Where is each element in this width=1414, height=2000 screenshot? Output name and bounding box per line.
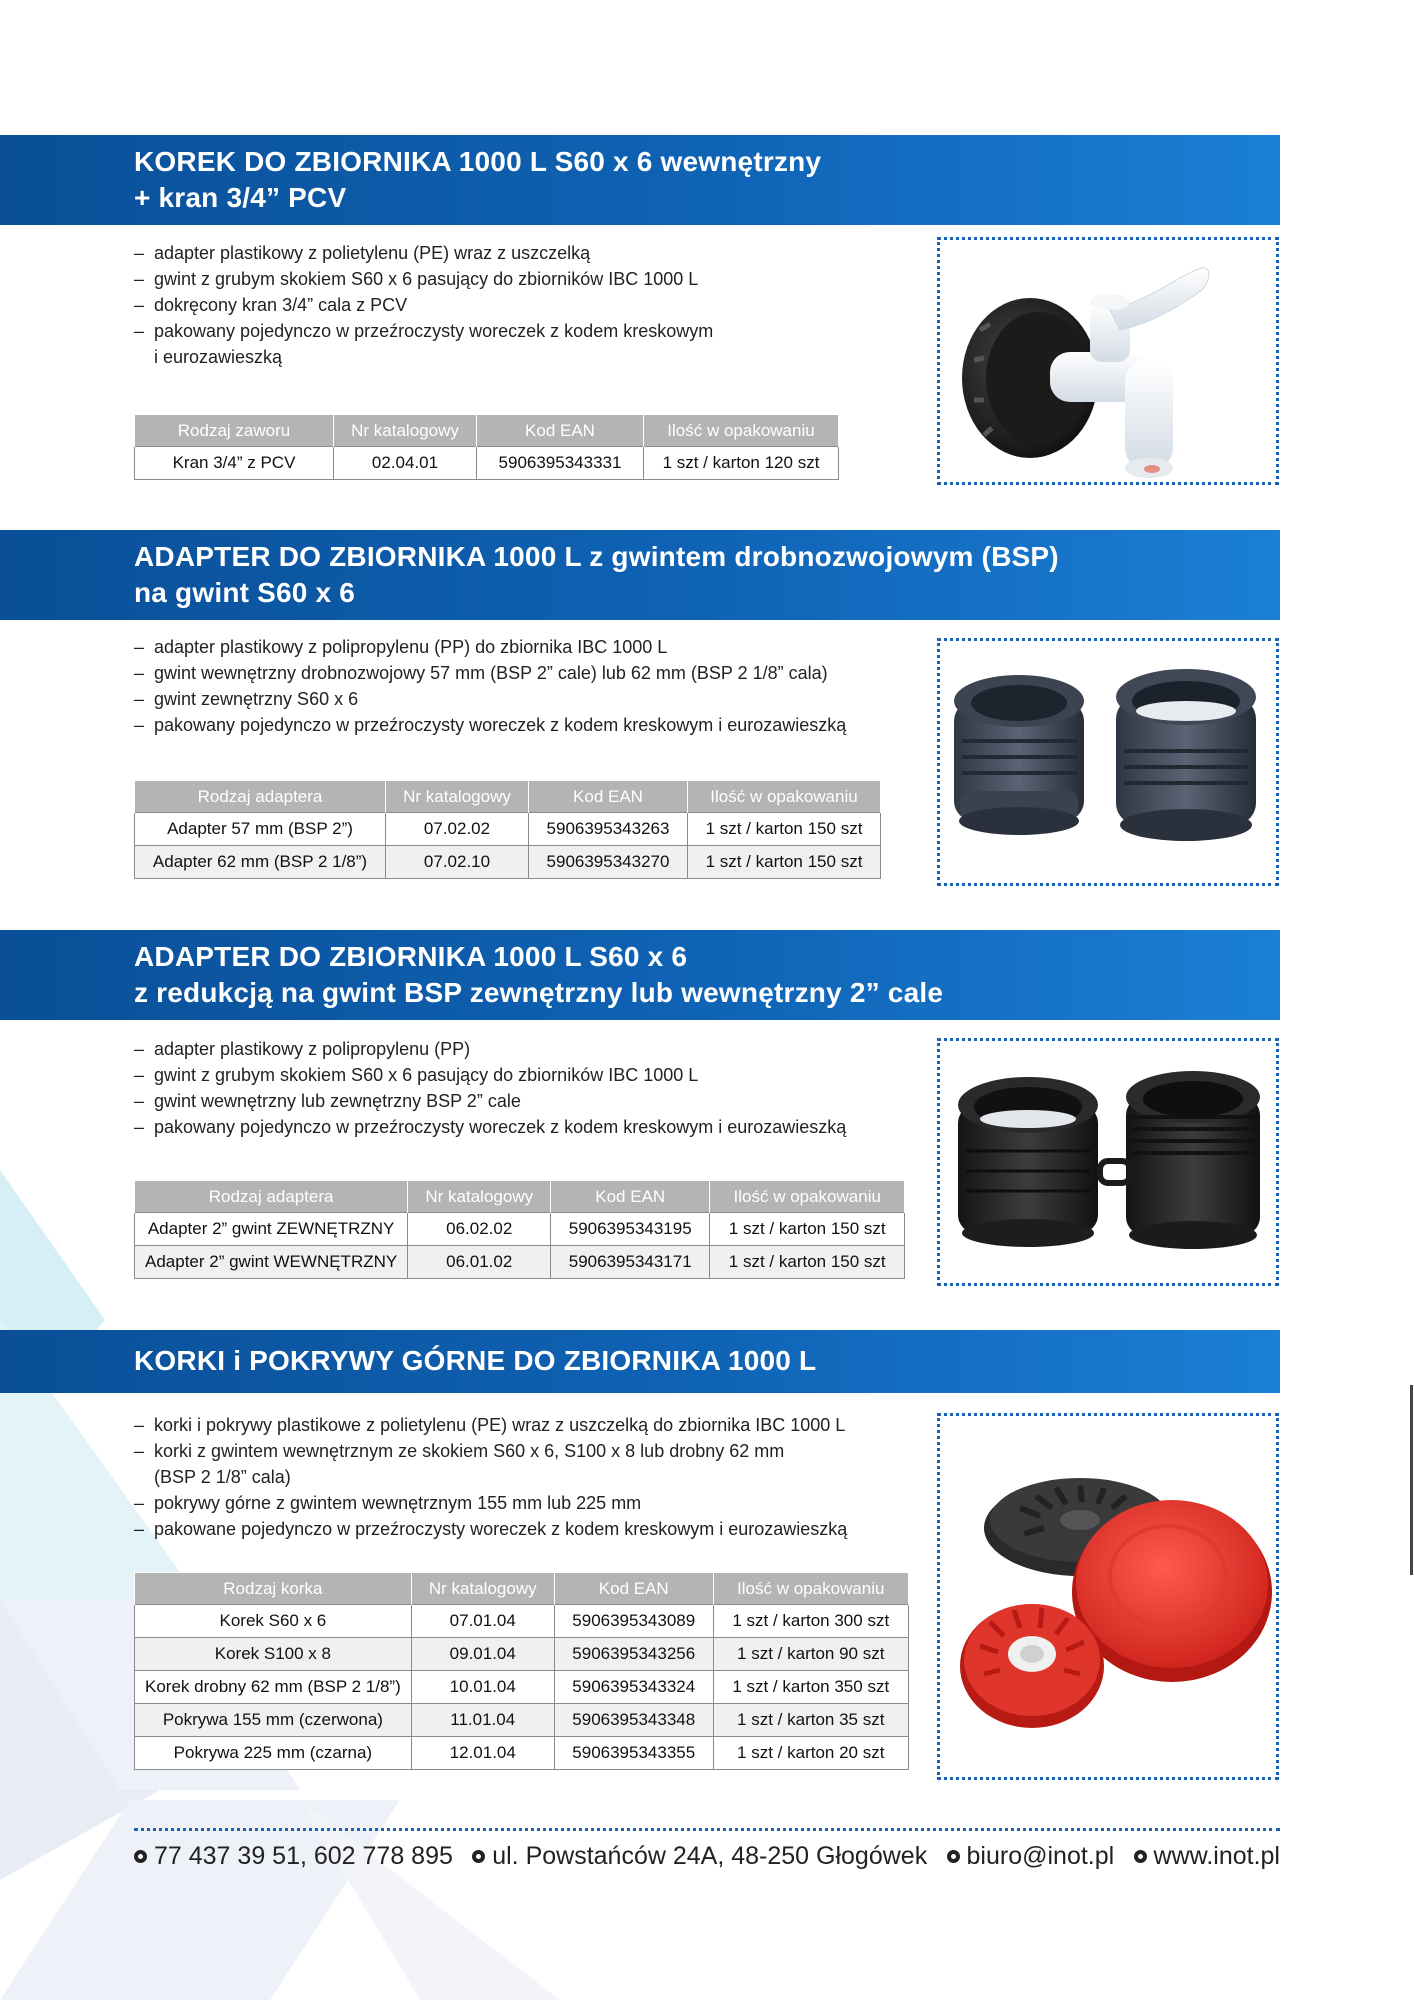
table-header: Ilość w opakowaniu: [713, 1573, 908, 1605]
list-item: – gwint zewnętrzny S60 x 6: [134, 686, 846, 712]
footer-email[interactable]: [947, 1842, 1115, 1871]
footer-address-text: ul. Powstańców 24A, 48-250 Głogówek: [492, 1841, 928, 1870]
section-1-banner: [0, 135, 1280, 225]
table-cell: 5906395343195: [551, 1213, 710, 1246]
list-item: – gwint z grubym skokiem S60 x 6 pasujący do zbiorników IBC 1000 L: [134, 1062, 846, 1088]
footer-divider: [134, 1828, 1280, 1831]
section-2-banner: [0, 530, 1280, 620]
table-cell: 06.01.02: [408, 1246, 551, 1279]
section-2-title-line2: na gwint S60 x 6: [134, 577, 356, 608]
list-item: – korki z gwintem wewnętrznym ze skokiem S60 x 6, S100 x 8 lub drobny 62 mm: [134, 1438, 847, 1464]
section-1-photo: [937, 237, 1279, 485]
footer-phone-text: 77 437 39 51, 602 778 895: [154, 1841, 453, 1870]
table-cell: 09.01.04: [411, 1638, 554, 1671]
section-3-bullets: [134, 1036, 846, 1140]
list-item: – adapter plastikowy z polietylenu (PE) wraz z uszczelką: [134, 240, 713, 266]
table-row: [135, 1213, 905, 1246]
table-header: Kod EAN: [554, 1573, 713, 1605]
table-cell: 1 szt / karton 150 szt: [688, 846, 881, 879]
table-cell: 02.04.01: [334, 447, 477, 480]
table-row: [135, 447, 839, 480]
table-row: [135, 1246, 905, 1279]
footer: [134, 1836, 1280, 1876]
table-header: Kod EAN: [477, 415, 644, 447]
list-item: – adapter plastikowy z polipropylenu (PP) do zbiornika IBC 1000 L: [134, 634, 846, 660]
table-cell: Pokrywa 225 mm (czarna): [135, 1737, 412, 1770]
table-cell: 1 szt / karton 350 szt: [713, 1671, 908, 1704]
footer-address: [472, 1842, 927, 1871]
list-item: – gwint z grubym skokiem S60 x 6 pasujący do zbiorników IBC 1000 L: [134, 266, 713, 292]
mail-icon: [947, 1850, 960, 1863]
table-cell: Kran 3/4” z PCV: [135, 447, 334, 480]
footer-website-text[interactable]: www.inot.pl: [1153, 1841, 1280, 1870]
section-4-bullets: [134, 1412, 847, 1542]
footer-email-text[interactable]: biuro@inot.pl: [966, 1841, 1115, 1870]
table-header: Rodzaj zaworu: [135, 415, 334, 447]
section-4-banner: [0, 1330, 1280, 1393]
table-cell: 12.01.04: [411, 1737, 554, 1770]
table-header: Rodzaj adaptera: [135, 781, 386, 813]
list-item: – korki i pokrywy plastikowe z polietylenu (PE) wraz z uszczelką do zbiornika IBC 1000 L: [134, 1412, 847, 1438]
table-header: Nr katalogowy: [408, 1181, 551, 1213]
location-pin-icon: [472, 1850, 485, 1863]
table-cell: 1 szt / karton 300 szt: [713, 1605, 908, 1638]
list-item: – dokręcony kran 3/4” cala z PCV: [134, 292, 713, 318]
table-header: Rodzaj korka: [135, 1573, 412, 1605]
section-3-table: [134, 1180, 905, 1279]
globe-icon: [1134, 1850, 1147, 1863]
table-header: Kod EAN: [551, 1181, 710, 1213]
table-row: [135, 1605, 909, 1638]
table-header: Nr katalogowy: [411, 1573, 554, 1605]
table-cell: 5906395343270: [529, 846, 688, 879]
white-tap-with-black-adapter-photo: [940, 240, 1276, 482]
table-cell: 07.01.04: [411, 1605, 554, 1638]
section-2-table: [134, 780, 881, 879]
table-header: Kod EAN: [529, 781, 688, 813]
list-item-continuation: (BSP 2 1/8” cala): [154, 1467, 291, 1487]
section-4-title-line1: KORKI i POKRYWY GÓRNE DO ZBIORNIKA 1000 L: [134, 1345, 817, 1376]
footer-website[interactable]: [1134, 1842, 1280, 1871]
table-cell: 5906395343089: [554, 1605, 713, 1638]
table-row: [135, 813, 881, 846]
table-header: Ilość w opakowaniu: [688, 781, 881, 813]
table-cell: 06.02.02: [408, 1213, 551, 1246]
table-header: Ilość w opakowaniu: [710, 1181, 905, 1213]
table-cell: 5906395343263: [529, 813, 688, 846]
table-row: [135, 1704, 909, 1737]
table-cell: Korek drobny 62 mm (BSP 2 1/8”): [135, 1671, 412, 1704]
table-cell: Korek S60 x 6: [135, 1605, 412, 1638]
table-row: [135, 1671, 909, 1704]
list-item: – gwint wewnętrzny drobnozwojowy 57 mm (BSP 2” cale) lub 62 mm (BSP 2 1/8” cala): [134, 660, 846, 686]
section-1-title-line2: + kran 3/4” PCV: [134, 182, 347, 213]
table-cell: 1 szt / karton 150 szt: [710, 1213, 905, 1246]
section-1-title-line1: KOREK DO ZBIORNIKA 1000 L S60 x 6 wewnętrzny: [134, 146, 822, 177]
table-header: Nr katalogowy: [334, 415, 477, 447]
list-item: – pakowany pojedynczo w przeźroczysty woreczek z kodem kreskowym i eurozawieszką: [134, 1114, 846, 1140]
footer-phone: [134, 1842, 453, 1871]
table-header: Rodzaj adaptera: [135, 1181, 408, 1213]
table-cell: Adapter 57 mm (BSP 2”): [135, 813, 386, 846]
table-cell: 5906395343256: [554, 1638, 713, 1671]
table-cell: 1 szt / karton 150 szt: [710, 1246, 905, 1279]
table-cell: 1 szt / karton 90 szt: [713, 1638, 908, 1671]
table-header: Nr katalogowy: [386, 781, 529, 813]
list-item: – pakowany pojedynczo w przeźroczysty woreczek z kodem kreskowym i eurozawieszką: [134, 712, 846, 738]
table-header: Ilość w opakowaniu: [644, 415, 839, 447]
list-item: – pakowane pojedynczo w przeźroczysty woreczek z kodem kreskowym i eurozawieszką: [134, 1516, 847, 1542]
list-item: – gwint wewnętrzny lub zewnętrzny BSP 2” cale: [134, 1088, 846, 1114]
section-3-title-line1: ADAPTER DO ZBIORNIKA 1000 L S60 x 6: [134, 941, 688, 972]
list-item-continuation: i eurozawieszką: [154, 347, 283, 367]
table-cell: 1 szt / karton 35 szt: [713, 1704, 908, 1737]
section-3-title-line2: z redukcją na gwint BSP zewnętrzny lub wewnętrzny 2” cale: [134, 977, 944, 1008]
list-item: – pokrywy górne z gwintem wewnętrznym 155 mm lub 225 mm: [134, 1490, 847, 1516]
section-2-photo: [937, 638, 1279, 886]
table-cell: 5906395343324: [554, 1671, 713, 1704]
table-cell: 1 szt / karton 20 szt: [713, 1737, 908, 1770]
section-3-banner: [0, 930, 1280, 1020]
table-row: [135, 846, 881, 879]
table-cell: 5906395343171: [551, 1246, 710, 1279]
table-cell: 5906395343331: [477, 447, 644, 480]
table-cell: Adapter 2” gwint WEWNĘTRZNY: [135, 1246, 408, 1279]
section-1-table: [134, 414, 839, 480]
section-2-title-line1: ADAPTER DO ZBIORNIKA 1000 L z gwintem drobnozwojowym (BSP): [134, 541, 1059, 572]
table-cell: 07.02.02: [386, 813, 529, 846]
table-cell: 1 szt / karton 120 szt: [644, 447, 839, 480]
table-cell: 5906395343355: [554, 1737, 713, 1770]
table-cell: 07.02.10: [386, 846, 529, 879]
section-1-bullets: [134, 240, 713, 370]
table-cell: 10.01.04: [411, 1671, 554, 1704]
table-row: [135, 1737, 909, 1770]
table-cell: 5906395343348: [554, 1704, 713, 1737]
phone-icon: [134, 1850, 147, 1863]
table-cell: 11.01.04: [411, 1704, 554, 1737]
section-4-table: [134, 1572, 909, 1770]
grey-thread-adapters-photo: [940, 641, 1276, 883]
red-and-black-caps-photo: [940, 1416, 1276, 1777]
table-cell: Pokrywa 155 mm (czerwona): [135, 1704, 412, 1737]
list-item: – pakowany pojedynczo w przeźroczysty woreczek z kodem kreskowym: [134, 318, 713, 344]
black-reduction-adapters-photo: [940, 1041, 1276, 1283]
table-cell: Adapter 2” gwint ZEWNĘTRZNY: [135, 1213, 408, 1246]
section-3-photo: [937, 1038, 1279, 1286]
table-cell: 1 szt / karton 150 szt: [688, 813, 881, 846]
table-row: [135, 1638, 909, 1671]
table-cell: Adapter 62 mm (BSP 2 1/8”): [135, 846, 386, 879]
list-item: – adapter plastikowy z polipropylenu (PP): [134, 1036, 846, 1062]
section-4-photo: [937, 1413, 1279, 1780]
page-edge-line: [1410, 1385, 1413, 1575]
table-cell: Korek S100 x 8: [135, 1638, 412, 1671]
section-2-bullets: [134, 634, 846, 738]
